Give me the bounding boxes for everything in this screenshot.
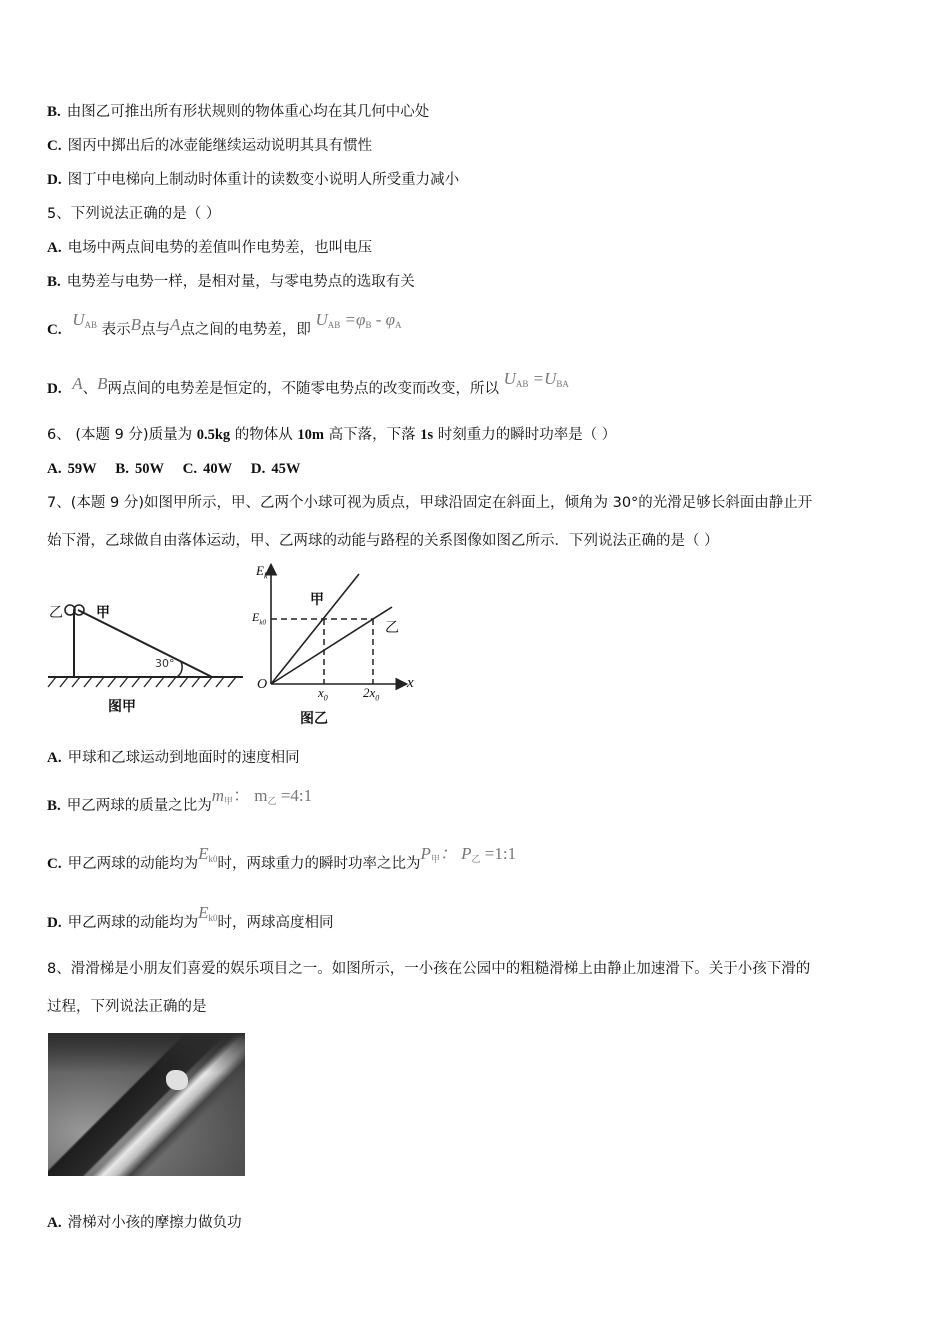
x0-tick-label: $x_0$ xyxy=(318,685,328,703)
text: 时，两球重力的瞬时功率之比为 xyxy=(217,856,421,872)
option-label: B. xyxy=(47,274,61,290)
q8-stem-line2: 过程，下列说法正确的是 xyxy=(47,999,207,1015)
text: 时，两球高度相同 xyxy=(217,915,334,931)
math-equation: UAB =φB - φA xyxy=(315,310,402,330)
q8-option-a xyxy=(47,1213,242,1233)
math-a: A xyxy=(170,315,181,334)
option-label: C. xyxy=(182,461,198,477)
2x0-tick-label: $2x_0$ xyxy=(363,685,380,703)
option-label: C. xyxy=(47,322,62,338)
time-value: 1s xyxy=(420,427,434,443)
line-label-yi: 乙 xyxy=(385,620,399,636)
mass-value: 0.5kg xyxy=(196,427,231,443)
figure-yi-caption: 图乙 xyxy=(300,711,328,727)
math-ek0: Ek0 xyxy=(198,844,218,864)
text: 6、 (本题 9 分)质量为 xyxy=(47,427,197,443)
math-u-ab: UAB xyxy=(72,310,97,330)
q4-option-d xyxy=(47,170,459,190)
math-ek0: Ek0 xyxy=(198,903,218,923)
figure-jia-caption: 图甲 xyxy=(108,699,136,715)
math-b: B xyxy=(130,315,141,334)
q5-option-a xyxy=(47,238,372,258)
option-label: D. xyxy=(47,172,62,188)
text: 点与 xyxy=(141,322,170,338)
text: 表示 xyxy=(101,322,131,338)
option-label: C. xyxy=(47,856,62,872)
option-label: D. xyxy=(250,461,266,477)
text: 点之间的电势差，即 xyxy=(180,322,311,338)
option-text: 图丙中掷出后的冰壶能继续运动说明其具有惯性 xyxy=(67,138,373,154)
option-text: 40W xyxy=(203,461,233,477)
q5-option-b xyxy=(47,272,415,292)
option-label: D. xyxy=(47,915,62,931)
option-label: C. xyxy=(47,138,62,154)
text: 时刻重力的瞬时功率是（ ） xyxy=(433,427,617,443)
height-value: 10m xyxy=(297,427,324,443)
math-power-ratio: P甲： P乙 =1:1 xyxy=(420,844,517,864)
text: 的物体从 xyxy=(230,427,298,443)
origin-label: O xyxy=(257,677,268,692)
q5-stem: 5、下列说法正确的是（ ） xyxy=(47,206,221,222)
text: 高下落，下落 xyxy=(323,427,421,443)
math-a: A xyxy=(72,374,83,393)
math-equation: UAB =UBA xyxy=(503,369,569,389)
slide-photo xyxy=(48,1033,245,1176)
option-label: B. xyxy=(115,461,129,477)
option-label: A. xyxy=(47,1215,62,1231)
text: 、 xyxy=(82,381,98,397)
q8-stem-line1: 8、滑滑梯是小朋友们喜爱的娱乐项目之一。如图所示，一小孩在公园中的粗糙滑梯上由静止加速滑下。关于小孩下滑的 xyxy=(47,961,811,977)
option-text: 由图乙可推出所有形状规则的物体重心均在其几何中心处 xyxy=(66,104,430,120)
q7-option-b xyxy=(47,786,313,817)
label-ball-yi: 乙 xyxy=(49,605,63,621)
text: 甲乙两球的动能均为 xyxy=(67,915,199,931)
option-text: 59W xyxy=(67,461,97,477)
option-label: D. xyxy=(47,381,62,397)
child-figure xyxy=(166,1070,188,1090)
figure-incline xyxy=(40,590,250,720)
option-label: A. xyxy=(47,461,62,477)
option-text: 甲球和乙球运动到地面时的速度相同 xyxy=(67,750,300,766)
option-text: 滑梯对小孩的摩擦力做负功 xyxy=(67,1215,242,1231)
x-axis-label: x xyxy=(407,675,414,691)
q4-option-b xyxy=(47,102,429,122)
q7-option-d xyxy=(47,903,334,934)
q5-option-d xyxy=(47,369,569,400)
option-text: 50W xyxy=(134,461,164,477)
q6-options xyxy=(47,459,300,479)
q4-option-c xyxy=(47,136,372,156)
label-ball-jia: 甲 xyxy=(96,605,110,621)
q7-stem-line1: 7、(本题 9 分)如图甲所示，甲、乙两个小球可视为质点，甲球沿固定在斜面上，倾角为 30°的光滑足够长斜面由静止开 xyxy=(47,495,813,511)
q6-stem xyxy=(47,425,616,445)
q7-option-a xyxy=(47,748,300,768)
q5-option-c xyxy=(47,310,402,341)
ek0-tick-label: $E_{k0}$ xyxy=(252,610,266,627)
option-text: 电势差与电势一样，是相对量，与零电势点的选取有关 xyxy=(66,274,415,290)
option-text: 图丁中电梯向上制动时体重计的读数变小说明人所受重力减小 xyxy=(67,172,460,188)
text: 两点间的电势差是恒定的，不随零电势点的改变而改变，所以 xyxy=(107,381,499,397)
q7-option-c xyxy=(47,844,517,875)
line-label-jia: 甲 xyxy=(310,592,324,608)
option-label: A. xyxy=(47,750,62,766)
option-text: 甲乙两球的质量之比为 xyxy=(66,798,212,814)
option-label: B. xyxy=(47,798,61,814)
option-label: B. xyxy=(47,104,61,120)
option-text: 电场中两点间电势的差值叫作电势差，也叫电压 xyxy=(67,240,373,256)
y-axis-label: $E_k$ xyxy=(256,563,268,581)
option-label: A. xyxy=(47,240,62,256)
q7-stem-line2: 始下滑，乙球做自由落体运动，甲、乙两球的动能与路程的关系图像如图乙所示．下列说法正确的是（ ） xyxy=(47,533,719,549)
angle-label: 30° xyxy=(155,657,175,670)
text: 甲乙两球的动能均为 xyxy=(67,856,199,872)
math-b: B xyxy=(97,374,108,393)
math-mass-ratio: m甲： m乙 =4:1 xyxy=(211,786,313,806)
option-text: 45W xyxy=(271,461,301,477)
